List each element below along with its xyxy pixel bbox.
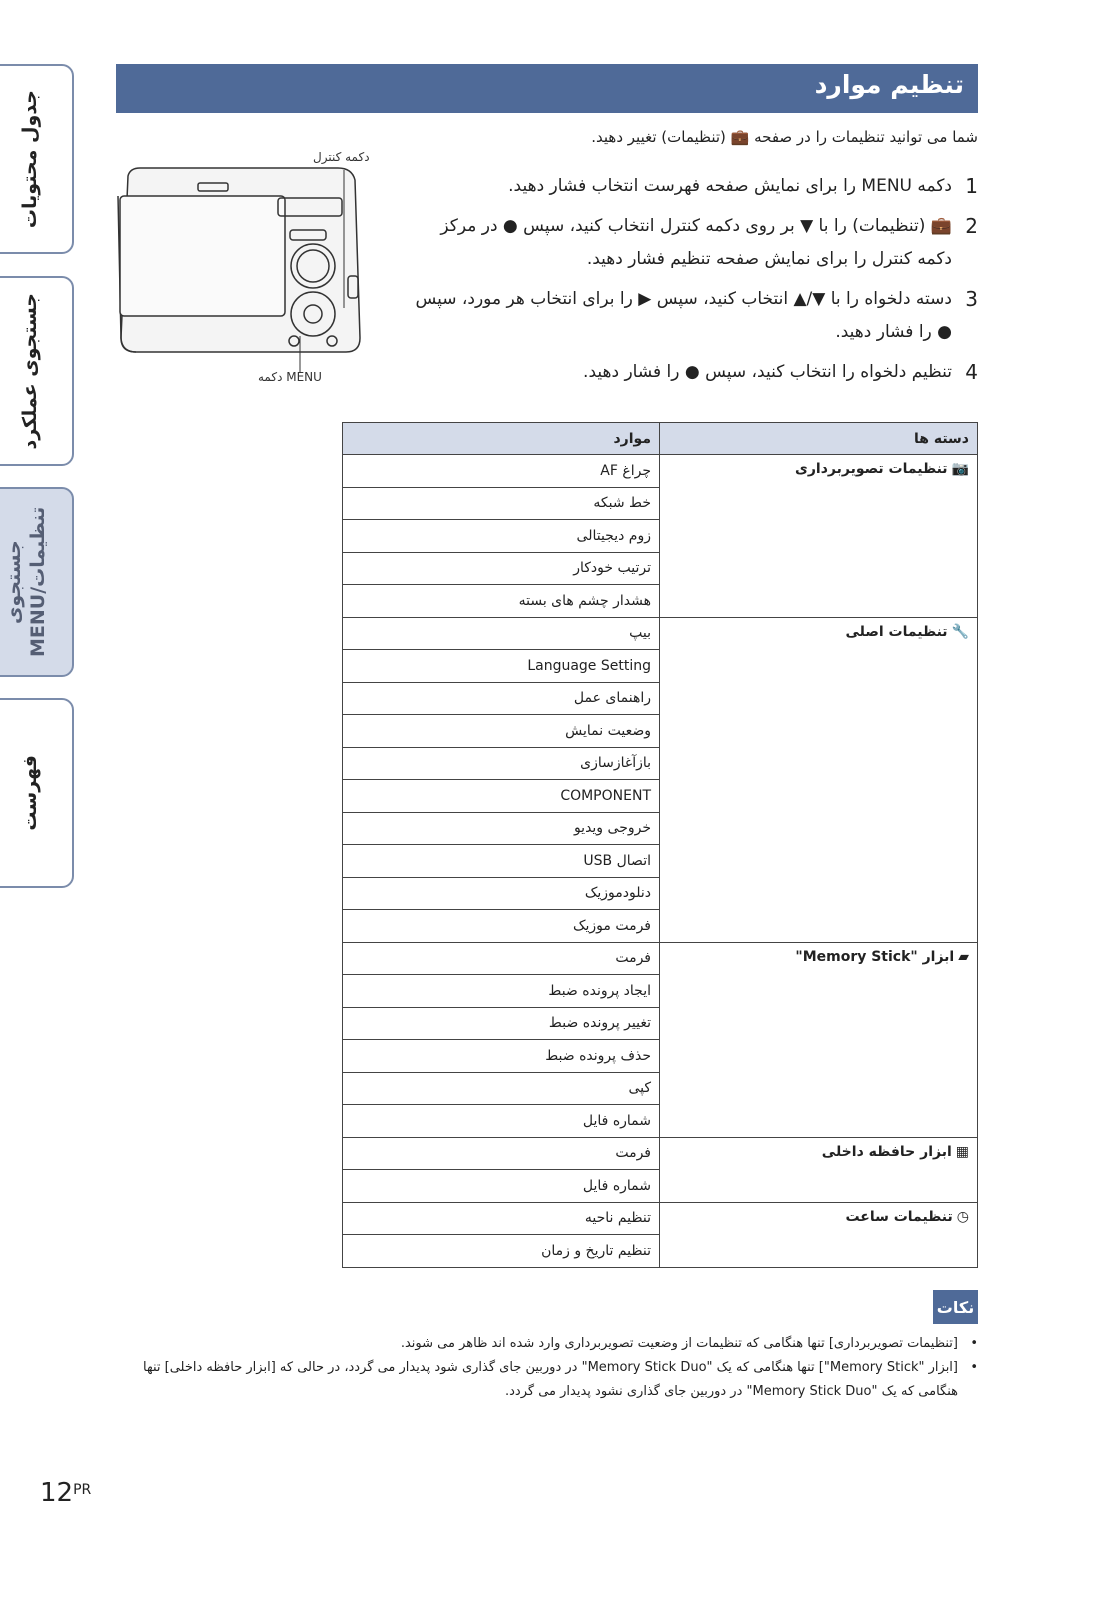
settings-table: [342, 422, 978, 1268]
category-icon: ▦: [955, 1143, 969, 1160]
item-cell[interactable]: فرمت موزیک: [343, 910, 660, 943]
item-cell[interactable]: تغییر پرونده ضبط: [343, 1007, 660, 1040]
table-row: [343, 617, 978, 650]
side-tab-function-search[interactable]: [0, 276, 74, 466]
category-cell: [660, 1137, 978, 1202]
notes-badge: نکات: [933, 1290, 978, 1324]
page-number: [40, 1478, 91, 1508]
item-cell[interactable]: وضعیت نمایش: [343, 715, 660, 748]
side-tab-label: جستجوی عملکرد: [19, 292, 42, 450]
category-label: ابزار حافظه داخلی: [821, 1143, 952, 1160]
item-cell[interactable]: کپی: [343, 1072, 660, 1105]
side-tab-label: جدول محتویات: [19, 89, 42, 229]
table-row: [343, 455, 978, 488]
category-cell: [660, 455, 978, 618]
side-tab-menu-settings[interactable]: [0, 487, 74, 677]
category-icon: 📷: [951, 461, 969, 477]
note-text: [تنظیمات تصویربرداری] تنها هنگامی که تنظیمات از وضعیت تصویربرداری وارد شده اند ظاهر می شوند.: [400, 1336, 958, 1351]
item-cell[interactable]: خروجی ویدیو: [343, 812, 660, 845]
page-number-value: 12: [40, 1478, 74, 1508]
intro-text: شما می توانید تنظیمات را در صفحه 💼 (تنظیمات) تغییر دهید.: [591, 128, 978, 146]
item-cell[interactable]: چراغ AF: [343, 455, 660, 488]
camera-illustration: [108, 148, 373, 393]
category-icon: ▰: [958, 948, 969, 965]
category-cell: [660, 942, 978, 1137]
item-cell[interactable]: زوم دیجیتالی: [343, 520, 660, 553]
category-label: ابزار "Memory Stick": [795, 948, 955, 965]
notes-list: [128, 1332, 978, 1404]
table-header-row: [343, 423, 978, 455]
page-number-suffix: PR: [73, 1482, 92, 1498]
item-cell[interactable]: هشدار چشم های بسته: [343, 585, 660, 618]
table-row: [343, 1202, 978, 1235]
item-cell[interactable]: ایجاد پرونده ضبط: [343, 975, 660, 1008]
item-cell[interactable]: شماره فایل: [343, 1170, 660, 1203]
step-item: [408, 356, 978, 389]
control-button-label: دکمه کنترل: [313, 150, 370, 164]
side-tab-index[interactable]: [0, 698, 74, 888]
note-item: [128, 1356, 978, 1404]
camera-icon: [108, 148, 373, 393]
category-icon: 🔧: [951, 623, 969, 640]
side-tab-label: فهرست: [19, 755, 42, 831]
page-title: تنظیم موارد: [116, 64, 978, 113]
category-label: تنظیمات ساعت: [845, 1208, 953, 1225]
category-label: تنظیمات تصویربرداری: [795, 461, 948, 477]
note-text: [ابزار "Memory Stick"] تنها هنگامی که یک "Memory Stick Duo" در دوربین جای گذاری شود پدیدار می گردد، در حالی که [ابزار حافظه داخلی] تنها هنگامی که یک "Memory Stick Duo" در دوربین جای گذاری نشود پدیدار می گردد.: [143, 1360, 958, 1399]
steps-list: [408, 170, 978, 396]
step-text: دسته دلخواه را با ▼/▲ انتخاب کنید، سپس ▶ را برای انتخاب هر مورد، سپس ● را فشار دهید.: [415, 289, 952, 342]
bullet-icon: •: [970, 1360, 978, 1375]
item-cell[interactable]: تنظیم ناحیه: [343, 1202, 660, 1235]
item-cell[interactable]: راهنمای عمل: [343, 682, 660, 715]
item-cell[interactable]: فرمت: [343, 942, 660, 975]
note-item: [128, 1332, 978, 1356]
bullet-icon: •: [970, 1336, 978, 1351]
side-tab-label: جستجوی MENU/تنظیمات: [3, 506, 49, 658]
table-row: [343, 942, 978, 975]
category-label: تنظیمات اصلی: [845, 623, 948, 640]
item-cell[interactable]: خط شبکه: [343, 487, 660, 520]
step-number: 3: [965, 287, 978, 311]
item-cell[interactable]: COMPONENT: [343, 780, 660, 813]
item-cell[interactable]: تنظیم تاریخ و زمان: [343, 1235, 660, 1268]
step-text: 💼 (تنظیمات) را با ▼ بر روی دکمه کنترل انتخاب کنید، سپس ● در مرکز دکمه کنترل را برای نمایش صفحه تنظیم فشار دهید.: [440, 216, 952, 269]
item-cell[interactable]: ترتیب خودکار: [343, 552, 660, 585]
step-number: 1: [965, 174, 978, 198]
item-cell[interactable]: حذف پرونده ضبط: [343, 1040, 660, 1073]
items-header: موارد: [343, 423, 660, 455]
step-item: [408, 170, 978, 203]
category-icon: ◷: [956, 1208, 969, 1225]
item-cell[interactable]: فرمت: [343, 1137, 660, 1170]
step-text: دکمه MENU را برای نمایش صفحه فهرست انتخاب فشار دهید.: [508, 176, 952, 196]
table-row: [343, 1137, 978, 1170]
menu-button-label: MENU دکمه: [258, 370, 322, 384]
item-cell[interactable]: بیپ: [343, 617, 660, 650]
step-number: 4: [965, 360, 978, 384]
item-cell[interactable]: دنلودموزیک: [343, 877, 660, 910]
item-cell[interactable]: Language Setting: [343, 650, 660, 683]
step-text: تنظیم دلخواه را انتخاب کنید، سپس ● را فشار دهید.: [583, 362, 952, 382]
item-cell[interactable]: اتصال USB: [343, 845, 660, 878]
step-number: 2: [965, 214, 978, 238]
item-cell[interactable]: بازآغازسازی: [343, 747, 660, 780]
category-header: دسته ها: [660, 423, 978, 455]
step-item: [408, 210, 978, 276]
side-tab-contents[interactable]: [0, 64, 74, 254]
step-item: [408, 283, 978, 349]
category-cell: [660, 1202, 978, 1267]
item-cell[interactable]: شماره فایل: [343, 1105, 660, 1138]
table-body: [343, 455, 978, 1268]
category-cell: [660, 617, 978, 942]
